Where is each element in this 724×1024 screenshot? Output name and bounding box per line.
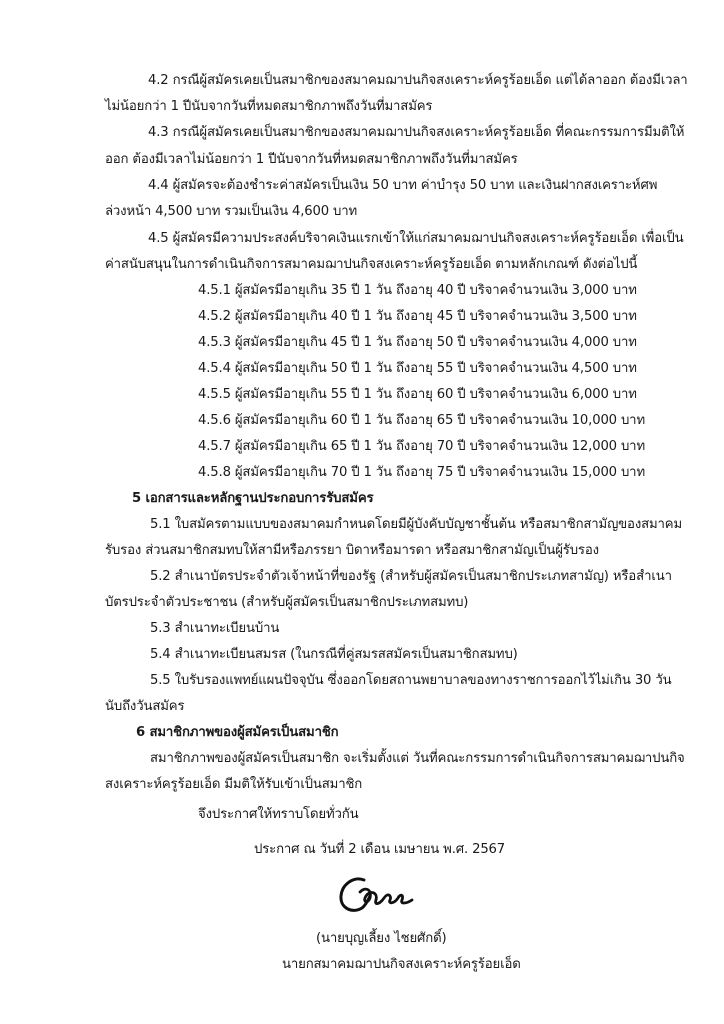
section-5-heading: 5 เอกสารและหลักฐานประกอบการรับสมัคร <box>132 491 374 506</box>
item-5-1-line-2: รับรอง ส่วนสมาชิกสมทบให้สามีหรือภรรยา บิดาหรือมารดา หรือสมาชิกสามัญเป็นผู้รับรอง <box>105 543 599 558</box>
item-4-4-line-1: 4.4 ผู้สมัครจะต้องชำระค่าสมัครเป็นเงิน 50 บาท ค่าบำรุง 50 บาท และเงินฝากสงเคราะห์ศพ <box>148 178 658 193</box>
donation-item: 4.5.7 ผู้สมัครมีอายุเกิน 65 ปี 1 วัน ถึงอายุ 70 ปี บริจาคจำนวนเงิน 12,000 บาท <box>198 439 645 454</box>
signer-title: นายกสมาคมฌาปนกิจสงเคราะห์ครูร้อยเอ็ด <box>282 957 521 972</box>
item-5-2-line-2: บัตรประจำตัวประชาชน (สำหรับผู้สมัครเป็นสมาชิกประเภทสมทบ) <box>105 595 469 610</box>
closing-statement: จึงประกาศให้ทราบโดยทั่วกัน <box>198 807 359 822</box>
item-4-4-line-2: ล่วงหน้า 4,500 บาท รวมเป็นเงิน 4,600 บาท <box>105 204 358 219</box>
section-6-line-1: สมาชิกภาพของผู้สมัครเป็นสมาชิก จะเริ่มตั้งแต่ วันที่คณะกรรมการดำเนินกิจการสมาคมฌาปนกิจ <box>150 751 685 766</box>
item-5-5-line-1: 5.5 ใบรับรองแพทย์แผนปัจจุบัน ซึ่งออกโดยสถานพยาบาลของทางราชการออกไว้ไม่เกิน 30 วัน <box>150 673 672 688</box>
item-4-5-line-2: ค่าสนับสนุนในการดำเนินกิจการสมาคมฌาปนกิจสงเคราะห์ครูร้อยเอ็ด ตามหลักเกณฑ์ ดังต่อไปนี้ <box>105 257 638 272</box>
item-4-3-line-2: ออก ต้องมีเวลาไม่น้อยกว่า 1 ปีนับจากวันที่หมดสมาชิกภาพถึงวันที่มาสมัคร <box>105 152 518 167</box>
item-4-3-line-1: 4.3 กรณีผู้สมัครเคยเป็นสมาชิกของสมาคมฌาปนกิจสงเคราะห์ครูร้อยเอ็ด ที่คณะกรรมการมีมติให้ <box>148 125 685 140</box>
donation-item: 4.5.3 ผู้สมัครมีอายุเกิน 45 ปี 1 วัน ถึงอายุ 50 ปี บริจาคจำนวนเงิน 4,000 บาท <box>198 335 637 350</box>
signature-mark <box>336 870 416 918</box>
donation-item: 4.5.1 ผู้สมัครมีอายุเกิน 35 ปี 1 วัน ถึงอายุ 40 ปี บริจาคจำนวนเงิน 3,000 บาท <box>198 283 637 298</box>
announcement-date: ประกาศ ณ วันที่ 2 เดือน เมษายน พ.ศ. 2567 <box>254 842 506 857</box>
donation-item: 4.5.2 ผู้สมัครมีอายุเกิน 40 ปี 1 วัน ถึงอายุ 45 ปี บริจาคจำนวนเงิน 3,500 บาท <box>198 309 637 324</box>
item-5-1-line-1: 5.1 ใบสมัครตามแบบของสมาคมกำหนดโดยมีผู้บังคับบัญชาชั้นต้น หรือสมาชิกสามัญของสมาคม <box>150 517 683 532</box>
donation-item: 4.5.8 ผู้สมัครมีอายุเกิน 70 ปี 1 วัน ถึงอายุ 75 ปี บริจาคจำนวนเงิน 15,000 บาท <box>198 465 645 480</box>
item-5-5-line-2: นับถึงวันสมัคร <box>105 699 185 714</box>
donation-item: 4.5.5 ผู้สมัครมีอายุเกิน 55 ปี 1 วัน ถึงอายุ 60 ปี บริจาคจำนวนเงิน 6,000 บาท <box>198 387 637 402</box>
item-5-3: 5.3 สำเนาทะเบียนบ้าน <box>150 621 280 636</box>
donation-item: 4.5.4 ผู้สมัครมีอายุเกิน 50 ปี 1 วัน ถึงอายุ 55 ปี บริจาคจำนวนเงิน 4,500 บาท <box>198 361 637 376</box>
section-6-line-2: สงเคราะห์ครูร้อยเอ็ด มีมติให้รับเข้าเป็นสมาชิก <box>105 777 363 792</box>
donation-item: 4.5.6 ผู้สมัครมีอายุเกิน 60 ปี 1 วัน ถึงอายุ 65 ปี บริจาคจำนวนเงิน 10,000 บาท <box>198 413 645 428</box>
item-4-5-line-1: 4.5 ผู้สมัครมีความประสงค์บริจาคเงินแรกเข้าให้แก่สมาคมฌาปนกิจสงเคราะห์ครูร้อยเอ็ด เพื่อเป็น <box>148 231 684 246</box>
section-6-heading: 6 สมาชิกภาพของผู้สมัครเป็นสมาชิก <box>136 725 339 740</box>
item-5-2-line-1: 5.2 สำเนาบัตรประจำตัวเจ้าหน้าที่ของรัฐ (สำหรับผู้สมัครเป็นสมาชิกประเภทสามัญ) หรือสำเนา <box>150 569 672 584</box>
signer-name: (นายบุญเลี้ยง ไชยศักดิ์) <box>316 931 447 946</box>
item-4-2-line-1: 4.2 กรณีผู้สมัครเคยเป็นสมาชิกของสมาคมฌาปนกิจสงเคราะห์ครูร้อยเอ็ด แต่ได้ลาออก ต้องมีเวลา <box>148 73 688 88</box>
item-4-2-line-2: ไม่น้อยกว่า 1 ปีนับจากวันที่หมดสมาชิกภาพถึงวันที่มาสมัคร <box>105 99 433 114</box>
item-5-4: 5.4 สำเนาทะเบียนสมรส (ในกรณีที่คู่สมรสสมัครเป็นสมาชิกสมทบ) <box>150 647 518 662</box>
